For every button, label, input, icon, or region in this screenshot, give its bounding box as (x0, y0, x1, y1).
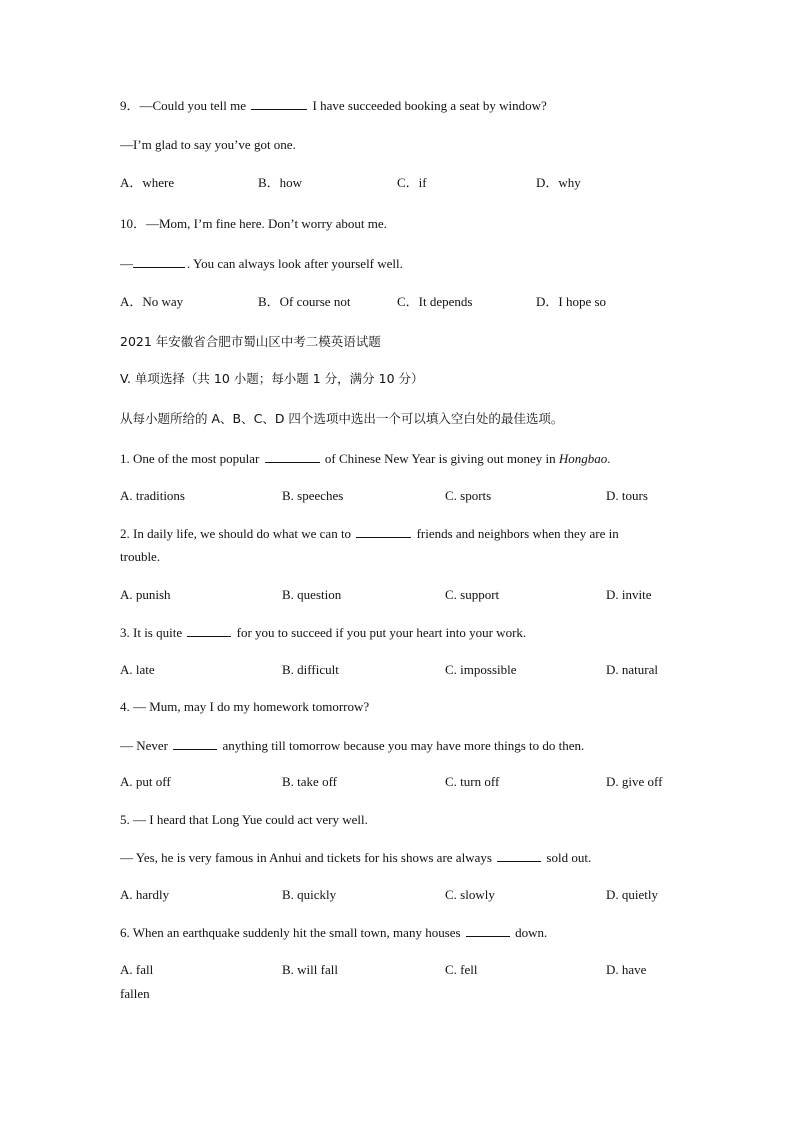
question-2-option-b: B. question (282, 587, 342, 602)
question-2-continuation: trouble. (120, 549, 161, 564)
question-5-prompt: 5. — I heard that Long Yue could act very well. (120, 812, 368, 827)
question-2-option-d: D. invite (606, 587, 652, 602)
question-4-blank (173, 737, 217, 750)
question-6-text-pre: 6. When an earthquake suddenly hit the small town, many houses (120, 925, 461, 940)
question-4-text-post: anything till tomorrow because you may have more things to do then. (222, 738, 585, 753)
question-5-option-a: A. hardly (120, 887, 170, 902)
question-9-blank (251, 97, 307, 110)
question-6-option-c: C. fell (445, 962, 478, 977)
question-3-text-pre: 3. It is quite (120, 625, 183, 640)
question-2-option-c: C. support (445, 587, 500, 602)
question-6-option-b: B. will fall (282, 962, 338, 977)
question-10-option-b: B．Of course not (258, 294, 351, 309)
question-4-option-a: A. put off (120, 774, 171, 789)
question-1-text-end: . (607, 451, 611, 466)
question-1-option-a: A. traditions (120, 488, 185, 503)
question-9-option-c: C．if (397, 175, 427, 190)
question-2-text-pre: 2. In daily life, we should do what we can to (120, 526, 352, 541)
question-10-reply-post: . You can always look after yourself well. (187, 256, 403, 271)
question-1-option-b: B. speeches (282, 488, 344, 503)
question-5-option-b: B. quickly (282, 887, 337, 902)
question-1-option-c: C. sports (445, 488, 492, 503)
question-6-option-d-continuation: fallen (120, 986, 150, 1001)
question-4-option-b: B. take off (282, 774, 337, 789)
question-5-text-pre: — Yes, he is very famous in Anhui and tickets for his shows are always (120, 850, 492, 865)
question-1-option-d: D. tours (606, 488, 648, 503)
question-2-text-post: friends and neighbors when they are in (416, 526, 619, 541)
question-10-option-c: C．It depends (397, 294, 473, 309)
question-3-text-post: for you to succeed if you put your heart into your work. (236, 625, 527, 640)
question-9-text-post: I have succeeded booking a seat by window? (312, 98, 547, 113)
question-4-option-c: C. turn off (445, 774, 500, 789)
question-3-option-b: B. difficult (282, 662, 339, 677)
question-9-option-a: A．where (120, 175, 175, 190)
question-1-text-post: of Chinese New Year is giving out money in (324, 451, 556, 466)
section-heading: V. 单项选择（共 10 小题；每小题 1 分，满分 10 分） (120, 371, 424, 386)
question-3-option-d: D. natural (606, 662, 658, 677)
question-2-prompt (120, 525, 619, 542)
question-3-prompt (120, 624, 526, 641)
question-10-reply (120, 255, 403, 272)
question-5-option-c: C. slowly (445, 887, 495, 902)
question-10-blank (133, 255, 185, 268)
question-4-text-pre: — Never (120, 738, 169, 753)
question-2-blank (356, 525, 411, 538)
question-5-option-d: D. quietly (606, 887, 658, 902)
question-5-reply (120, 849, 591, 866)
question-6-option-a: A. fall (120, 962, 154, 977)
question-4-option-d: D. give off (606, 774, 663, 789)
question-10-reply-pre: — (120, 256, 133, 271)
question-5-text-post: sold out. (546, 850, 592, 865)
question-6-blank (466, 924, 510, 937)
question-6-prompt (120, 924, 547, 941)
question-9-prompt (120, 97, 547, 114)
question-9-reply: —I’m glad to say you’ve got one. (120, 137, 296, 152)
question-6-option-d: D. have (606, 962, 647, 977)
exam-title: 2021 年安徽省合肥市蜀山区中考二模英语试题 (120, 334, 381, 349)
question-6-text-post: down. (515, 925, 548, 940)
question-2-option-a: A. punish (120, 587, 171, 602)
question-4-prompt: 4. — Mum, may I do my homework tomorrow? (120, 699, 370, 714)
question-4-reply (120, 737, 584, 754)
question-3-blank (187, 624, 231, 637)
question-5-blank (497, 849, 541, 862)
question-1-italic-word: Hongbao (558, 451, 608, 466)
question-9-text-pre: 9．—Could you tell me (120, 98, 247, 113)
question-1-blank (265, 450, 320, 463)
question-10-prompt: 10．—Mom, I’m fine here. Don’t worry about me. (120, 216, 387, 231)
question-3-option-c: C. impossible (445, 662, 517, 677)
question-9-option-d: D．why (536, 175, 581, 190)
question-1-prompt (120, 450, 611, 467)
question-9-option-b: B．how (258, 175, 303, 190)
question-1-text-pre: 1. One of the most popular (120, 451, 260, 466)
question-10-option-d: D．I hope so (536, 294, 607, 309)
section-instruction: 从每小题所给的 A、B、C、D 四个选项中选出一个可以填入空白处的最佳选项。 (120, 411, 564, 426)
question-3-option-a: A. late (120, 662, 155, 677)
question-10-option-a: A．No way (120, 294, 184, 309)
